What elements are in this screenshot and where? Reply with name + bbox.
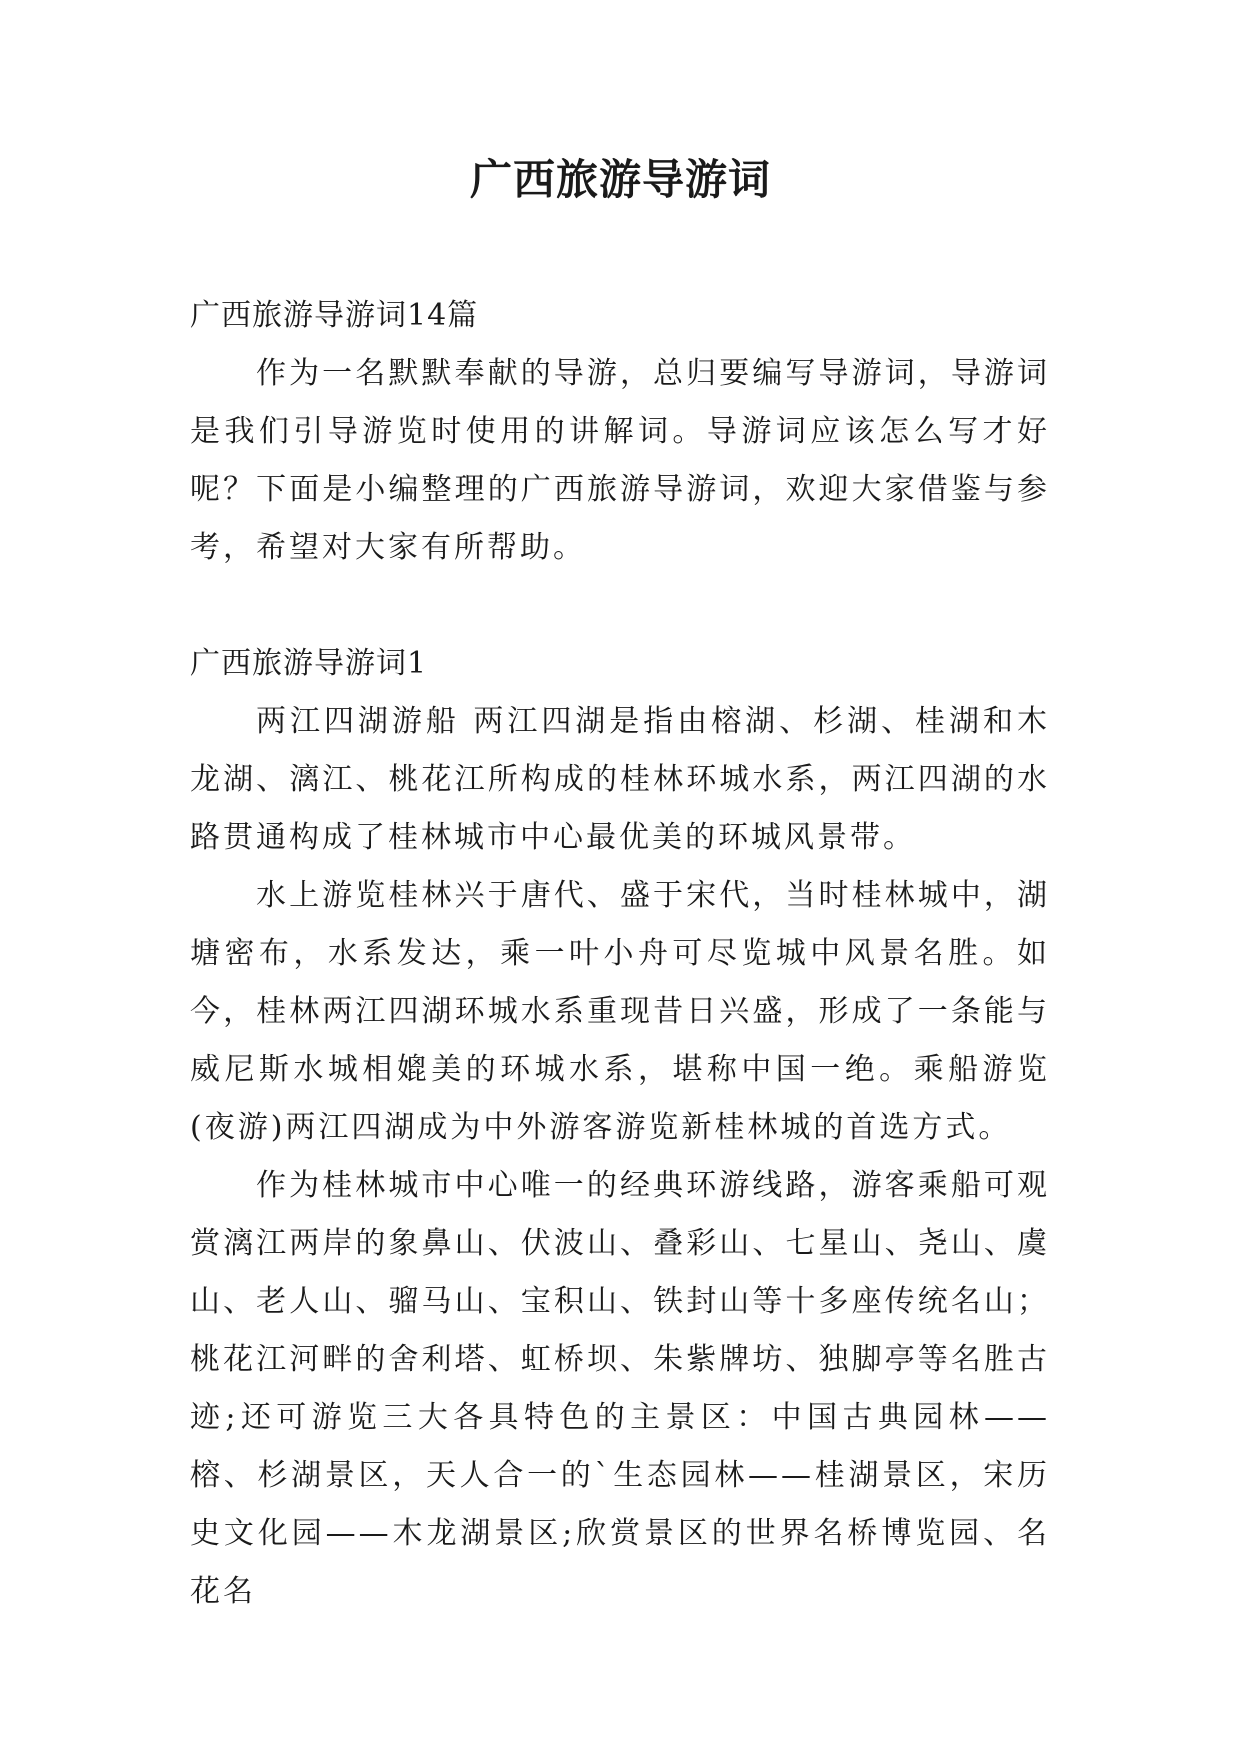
- intro-paragraph: 作为一名默默奉献的导游，总归要编写导游词，导游词是我们引导游览时使用的讲解词。导游词应该怎么写才好呢？下面是小编整理的广西旅游导游词，欢迎大家借鉴与参考，希望对大家有所帮助。: [190, 356, 1050, 565]
- document-title: 广西旅游导游词: [469, 155, 771, 204]
- document-subtitle: 广西旅游导游词14篇: [190, 298, 479, 333]
- section-heading: 广西旅游导游词1: [190, 646, 428, 681]
- section-paragraph-2: 水上游览桂林兴于唐代、盛于宋代，当时桂林城中，湖塘密布，水系发达，乘一叶小舟可尽览城中风景名胜。如今，桂林两江四湖环城水系重现昔日兴盛，形成了一条能与威尼斯水城相媲美的环城水系，堪称中国一绝。乘船游览(夜游)两江四湖成为中外游客游览新桂林城的首选方式。: [190, 878, 1050, 1145]
- paragraph-spacer: [190, 577, 1050, 635]
- section-paragraph-3: 作为桂林城市中心唯一的经典环游线路，游客乘船可观赏漓江两岸的象鼻山、伏波山、叠彩山、七星山、尧山、虞山、老人山、骝马山、宝积山、铁封山等十多座传统名山；桃花江河畔的舍利塔、虹桥坝、朱紫牌坊、独脚亭等名胜古迹;还可游览三大各具特色的主景区：中国古典园林——榕、杉湖景区，天人合一的`生态园林——桂湖景区，宋历史文化园——木龙湖景区;欣赏景区的世界名桥博览园、名花名: [190, 1168, 1050, 1609]
- section-paragraph-1: 两江四湖游船 两江四湖是指由榕湖、杉湖、桂湖和木龙湖、漓江、桃花江所构成的桂林环城水系，两江四湖的水路贯通构成了桂林城市中心最优美的环城风景带。: [190, 704, 1050, 855]
- document-body: [190, 287, 1050, 1621]
